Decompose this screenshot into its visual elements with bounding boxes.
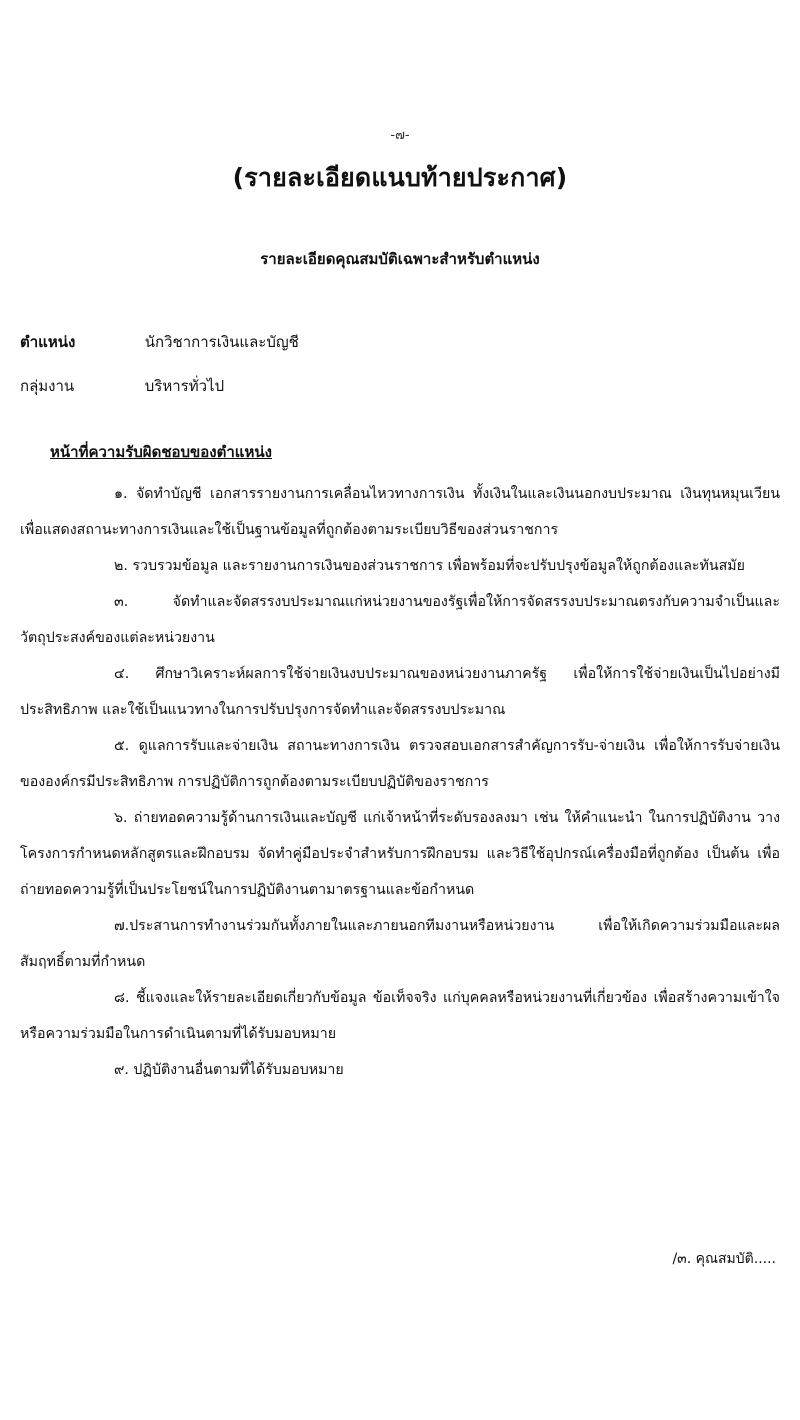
duty-item-2: ๒. รวบรวมข้อมูล และรายงานการเงินของส่วนราชการ เพื่อพร้อมที่จะปรับปรุงข้อมูลให้ถูกต้องและทันสมัย (114, 558, 745, 574)
duty-item-5: ๕. ดูแลการรับและจ่ายเงิน สถานะทางการเงิน ตรวจสอบเอกสารสำคัญการรับ-จ่ายเงิน เพื่อให้การรับจ่ายเงินขององค์กรมีประสิทธิภาพ การปฏิบัติการถูกต้องตามระเบียบปฏิบัติของราชการ (20, 738, 780, 790)
duty-item-9: ๙. ปฏิบัติงานอื่นตามที่ได้รับมอบหมาย (114, 1062, 344, 1078)
work-group-value: บริหารทั่วไป (144, 377, 225, 395)
document-title: (รายละเอียดแนบท้ายประกาศ) (232, 163, 568, 192)
duty-item-8: ๘. ชี้แจงและให้รายละเอียดเกี่ยวกับข้อมูล ข้อเท็จจริง แก่บุคคลหรือหน่วยงานที่เกี่ยวข้อง เพื่อสร้างความเข้าใจหรือความร่วมมือในการดำเนินตามที่ได้รับมอบหมาย (20, 990, 780, 1042)
page-number: -๗- (390, 128, 410, 143)
duty-item-1: ๑. จัดทำบัญชี เอกสารรายงานการเคลื่อนไหวทางการเงิน ทั้งเงินในและเงินนอกงบประมาณ เงินทุนหมุนเวียน เพื่อแสดงสถานะทางการเงินและใช้เป็นฐานข้อมูลที่ถูกต้องตามระเบียบวิธีของส่วนราชการ (20, 486, 780, 538)
position-value: นักวิชาการเงินและบัญชี (144, 333, 299, 351)
continuation-note: /๓. คุณสมบัติ..... (672, 1251, 776, 1267)
position-row (20, 330, 299, 354)
duties-list (20, 476, 780, 1088)
work-group-label: กลุ่มงาน (20, 377, 75, 395)
position-label: ตำแหน่ง (20, 333, 76, 351)
duty-item-3: ๓. จัดทำและจัดสรรงบประมาณแก่หน่วยงานของรัฐเพื่อให้การจัดสรรงบประมาณตรงกับความจำเป็นและวัตถุประสงค์ของแต่ละหน่วยงาน (20, 594, 780, 646)
document-subtitle: รายละเอียดคุณสมบัติเฉพาะสำหรับตำแหน่ง (260, 250, 540, 268)
duty-item-7: ๗.ประสานการทำงานร่วมกันทั้งภายในและภายนอกทีมงานหรือหน่วยงาน เพื่อให้เกิดความร่วมมือและผลสัมฤทธิ์ตามที่กำหนด (20, 918, 780, 970)
work-group-row (20, 374, 224, 398)
duty-item-6: ๖. ถ่ายทอดความรู้ด้านการเงินและบัญชี แก่เจ้าหน้าที่ระดับรองลงมา เช่น ให้คำแนะนำ ในการปฏิบัติงาน วางโครงการกำหนดหลักสูตรและฝึกอบรม จัดทำคู่มือประจำสำหรับการฝึกอบรม และวิธีใช้อุปกรณ์เครื่องมือที่ถูกต้อง เป็นต้น เพื่อถ่ายทอดความรู้ที่เป็นประโยชน์ในการปฏิบัติงานตามาตรฐานและข้อกำหนด (20, 810, 780, 898)
duties-heading: หน้าที่ความรับผิดชอบของตำแหน่ง (50, 443, 272, 461)
duty-item-4: ๔. ศึกษาวิเคราะห์ผลการใช้จ่ายเงินงบประมาณของหน่วยงานภาครัฐ เพื่อให้การใช้จ่ายเงินเป็นไปอย่างมีประสิทธิภาพ และใช้เป็นแนวทางในการปรับปรุงการจัดทำและจัดสรรงบประมาณ (20, 666, 780, 718)
